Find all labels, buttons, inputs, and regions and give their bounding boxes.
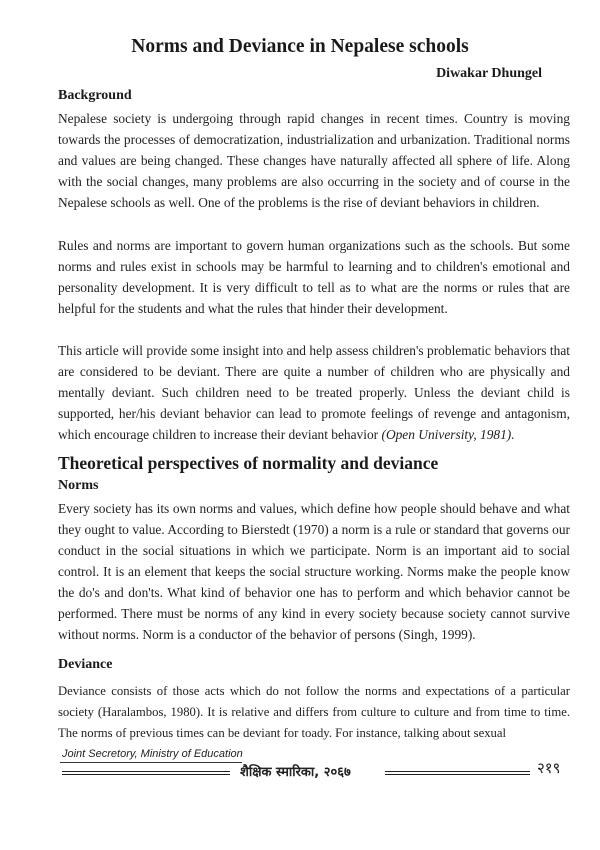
background-heading: Background xyxy=(58,88,132,103)
journal-name: शैक्षिक स्मारिका, २०६७ xyxy=(240,765,351,780)
background-paragraph-3 xyxy=(58,340,570,445)
article-title: Norms and Deviance in Nepalese schools xyxy=(131,36,469,57)
footer-rule-left xyxy=(62,771,230,775)
norms-heading: Norms xyxy=(58,478,99,493)
norms-paragraph: Every society has its own norms and values, which define how people should behave and what they ought to value. According to Bierstedt (1970) a norm is a rule or standard that governs our conduct in the social situations in which we participate. Norm is an important aid to social control. It is an element that keeps the social structure working. Norms make the people know the do's and don'ts. What kind of behavior one has to perform and which behavior cannot be performed. There must be norms of any kind in every society because society cannot survive without norms. Norm is a conductor of the behavior of persons (Singh, 1999). xyxy=(58,501,570,642)
page-number: २१९ xyxy=(537,759,561,777)
footnote-divider xyxy=(60,762,242,763)
background-paragraph-1: Nepalese society is undergoing through rapid changes in recent times. Country is moving towards the processes of democratization, industrialization and urbanization. Traditional norms and values are being changed. These changes have naturally affected all sphere of life. Along with the social changes, many problems are also occurring in the society and of course in the Nepalese schools as well. One of the problems is the rise of deviant behaviors in children. xyxy=(58,111,570,210)
citation: (Open University, 1981). xyxy=(381,427,515,442)
deviance-heading: Deviance xyxy=(58,657,113,672)
footer-rule-right xyxy=(385,771,530,775)
background-paragraph-2: Rules and norms are important to govern human organizations such as the schools. But some norms and rules exist in schools may be harmful to learning and to children's emotional and personality development. It is very difficult to tell as to what are the norms or rules that are helpful for the students and what the rules that hinder their development. xyxy=(58,238,570,316)
background-paragraph-3-text: This article will provide some insight into and help assess children's problematic behaviors that are considered to be deviant. There are quite a number of children who are physically and mentally deviant. Such children need to be treated properly. Unless the deviant child is supported, her/his deviant behavior can lead to promote feelings of revenge and antagonism, which encourage children to increase their deviant behavior xyxy=(58,343,570,442)
deviance-paragraph: Deviance consists of those acts which do not follow the norms and expectations of a particular society (Haralambos, 1980). It is relative and differs from culture to culture and from time to time. The norms of previous times can be deviant for toady. For instance, talking about sexual xyxy=(58,684,570,740)
theory-heading: Theoretical perspectives of normality and deviance xyxy=(58,453,439,473)
author-footnote: Joint Secretory, Ministry of Education xyxy=(62,748,243,760)
author-name: Diwakar Dhungel xyxy=(436,66,542,81)
